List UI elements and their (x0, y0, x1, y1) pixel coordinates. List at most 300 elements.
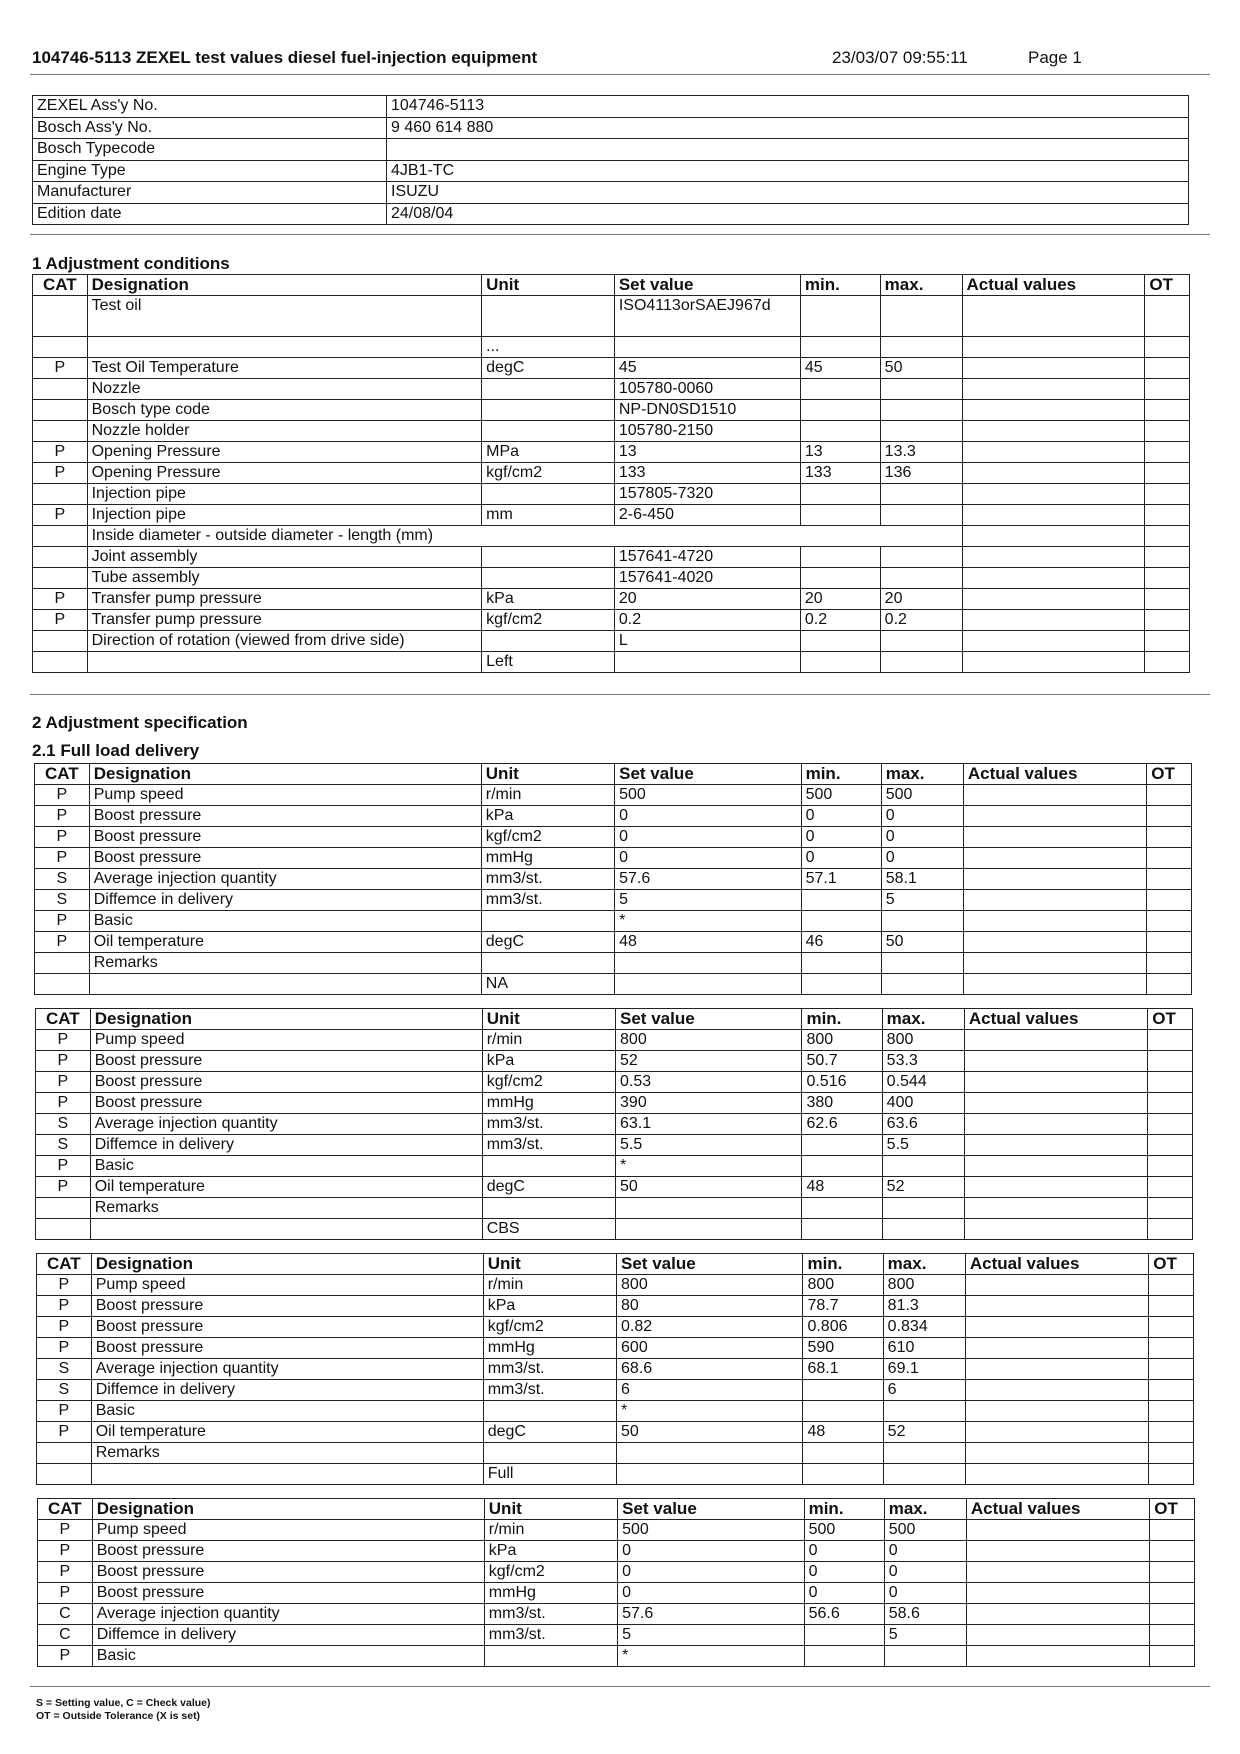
cell-cat (35, 974, 90, 995)
info-row (33, 139, 1189, 161)
cell-designation: Boost pressure (89, 848, 481, 869)
cell-designation: Injection pipe (87, 484, 482, 505)
cell-cat (33, 296, 88, 337)
cell-cat: P (36, 1051, 91, 1072)
cell-actual (964, 1072, 1147, 1093)
cell-max: 500 (881, 785, 963, 806)
assembly-info-table (32, 95, 1189, 225)
cell-max (881, 953, 963, 974)
adjustment-conditions-table (32, 274, 1190, 673)
cell-actual (965, 1317, 1148, 1338)
table-row (33, 610, 1190, 631)
table-row (37, 1359, 1194, 1380)
cell-ot (1148, 1135, 1193, 1156)
table-row (33, 631, 1190, 652)
cell-designation: Boost pressure (89, 827, 481, 848)
cell-unit: Full (483, 1464, 616, 1485)
cell-unit: kgf/cm2 (482, 610, 615, 631)
cell-cat: S (36, 1114, 91, 1135)
cell-set-value: 68.6 (617, 1359, 803, 1380)
cell-max: 136 (880, 463, 962, 484)
cell-min (802, 1135, 882, 1156)
table-row (37, 1296, 1194, 1317)
cell-designation: Boost pressure (91, 1338, 483, 1359)
cell-actual (962, 589, 1145, 610)
cell-unit (483, 1443, 616, 1464)
col-header-actual: Actual values (964, 1009, 1147, 1030)
cell-max: 58.1 (881, 869, 963, 890)
cell-set-value: 0.2 (614, 610, 800, 631)
cell-set-value: 50 (617, 1422, 803, 1443)
cell-ot (1145, 296, 1190, 337)
table-row (33, 463, 1190, 484)
cell-max: 800 (882, 1030, 964, 1051)
cell-cat (33, 547, 88, 568)
cell-set-value: 6 (617, 1380, 803, 1401)
cell-cat (33, 337, 88, 358)
cell-min: 45 (800, 358, 880, 379)
legend (36, 1697, 210, 1723)
cell-ot (1148, 1051, 1193, 1072)
cell-unit: MPa (482, 442, 615, 463)
cell-cat: P (38, 1583, 93, 1604)
cell-unit (482, 421, 615, 442)
cell-set-value: 45 (614, 358, 800, 379)
cell-max: 69.1 (883, 1359, 965, 1380)
page-header (32, 48, 1180, 74)
cell-ot (1145, 526, 1190, 547)
cell-actual (963, 827, 1146, 848)
table-row (33, 379, 1190, 400)
cell-max (880, 631, 962, 652)
info-label: ZEXEL Ass'y No. (33, 96, 387, 118)
cell-max: 400 (882, 1093, 964, 1114)
cell-set-value: 0 (615, 848, 801, 869)
cell-actual (962, 400, 1145, 421)
cell-min (800, 547, 880, 568)
cell-unit (482, 379, 615, 400)
cell-min (800, 505, 880, 526)
cell-max (880, 337, 962, 358)
cell-actual (965, 1401, 1148, 1422)
table-row (37, 1464, 1194, 1485)
cell-actual (966, 1562, 1149, 1583)
cell-cat (35, 953, 90, 974)
table-row (35, 974, 1192, 995)
column-header-row (37, 1254, 1194, 1275)
cell-designation: Oil temperature (91, 1422, 483, 1443)
cell-designation: Basic (89, 911, 481, 932)
section2-subtitle: 2.1 Full load delivery (32, 741, 200, 760)
cell-actual (963, 890, 1146, 911)
col-header-ot: OT (1147, 764, 1192, 785)
cell-set-value (614, 337, 800, 358)
section-divider (30, 694, 1210, 695)
col-header-designation: Designation (92, 1499, 484, 1520)
cell-cat: P (33, 505, 88, 526)
cell-ot (1150, 1604, 1195, 1625)
cell-unit: mm3/st. (481, 869, 614, 890)
cell-max (882, 1156, 964, 1177)
col-header-actual: Actual values (965, 1254, 1148, 1275)
info-label: Engine Type (33, 160, 387, 182)
cell-note: Inside diameter - outside diameter - length (mm) (87, 526, 962, 547)
table-row (38, 1604, 1195, 1625)
table-row (33, 526, 1190, 547)
cell-set-value: 0 (618, 1562, 804, 1583)
cell-cat: P (36, 1156, 91, 1177)
cell-min: 0 (801, 848, 881, 869)
cell-designation: Boost pressure (90, 1093, 482, 1114)
cell-ot (1149, 1338, 1194, 1359)
cell-min (800, 484, 880, 505)
col-header-ot: OT (1149, 1254, 1194, 1275)
col-header-unit: Unit (482, 1009, 615, 1030)
col-header-max: max. (880, 275, 962, 296)
cell-cat (36, 1198, 91, 1219)
cell-actual (964, 1051, 1147, 1072)
cell-max (882, 1198, 964, 1219)
info-label: Manufacturer (33, 182, 387, 204)
cell-min: 133 (800, 463, 880, 484)
cell-unit: kgf/cm2 (482, 463, 615, 484)
cell-set-value: 57.6 (618, 1604, 804, 1625)
cell-actual (963, 869, 1146, 890)
table-row (38, 1520, 1195, 1541)
cell-min (801, 974, 881, 995)
table-row (37, 1317, 1194, 1338)
table-row (35, 869, 1192, 890)
cell-unit: mm3/st. (482, 1114, 615, 1135)
cell-designation: Average injection quantity (90, 1114, 482, 1135)
cell-ot (1149, 1359, 1194, 1380)
cell-cat: P (33, 610, 88, 631)
cell-ot (1145, 442, 1190, 463)
cell-actual (964, 1177, 1147, 1198)
cell-unit: r/min (482, 1030, 615, 1051)
cell-cat: P (36, 1072, 91, 1093)
table-row (33, 568, 1190, 589)
col-header-unit: Unit (483, 1254, 616, 1275)
cell-designation: Boost pressure (92, 1562, 484, 1583)
cell-unit (482, 484, 615, 505)
cell-unit: mmHg (484, 1583, 617, 1604)
cell-cat: P (33, 463, 88, 484)
cell-actual (962, 463, 1145, 484)
col-header-unit: Unit (482, 275, 615, 296)
cell-max: 53.3 (882, 1051, 964, 1072)
cell-designation: Boost pressure (92, 1541, 484, 1562)
cell-max (883, 1464, 965, 1485)
col-header-min: min. (803, 1254, 883, 1275)
cell-cat: P (35, 932, 90, 953)
cell-cat: P (38, 1646, 93, 1667)
cell-set-value (616, 1198, 802, 1219)
cell-unit (482, 568, 615, 589)
cell-cat: P (35, 848, 90, 869)
cell-set-value: 157805-7320 (614, 484, 800, 505)
col-header-cat: CAT (33, 275, 88, 296)
cell-min: 800 (802, 1030, 882, 1051)
cell-min: 800 (803, 1275, 883, 1296)
cell-cat: S (35, 869, 90, 890)
table-row (35, 827, 1192, 848)
cell-actual (962, 631, 1145, 652)
cell-max: 0.834 (883, 1317, 965, 1338)
cell-cat: P (35, 785, 90, 806)
cell-min (800, 400, 880, 421)
cell-actual (962, 379, 1145, 400)
cell-cat: P (35, 806, 90, 827)
cell-designation: Transfer pump pressure (87, 610, 482, 631)
cell-actual (966, 1604, 1149, 1625)
cell-cat: C (38, 1604, 93, 1625)
cell-set-value: 5 (618, 1625, 804, 1646)
cell-actual (962, 442, 1145, 463)
cell-ot (1147, 974, 1192, 995)
cell-ot (1147, 848, 1192, 869)
cell-max (880, 379, 962, 400)
cell-actual (965, 1464, 1148, 1485)
cell-min: 500 (804, 1520, 884, 1541)
cell-cat: P (37, 1422, 92, 1443)
cell-designation: Average injection quantity (92, 1604, 484, 1625)
info-row (33, 96, 1189, 118)
cell-actual (962, 526, 1145, 547)
cell-set-value: 2-6-450 (614, 505, 800, 526)
cell-actual (965, 1275, 1148, 1296)
col-header-set: Set value (616, 1009, 802, 1030)
info-row (33, 182, 1189, 204)
cell-max (880, 652, 962, 673)
cell-empty (33, 526, 88, 547)
table-row (36, 1030, 1193, 1051)
cell-designation: Direction of rotation (viewed from drive side) (87, 631, 482, 652)
cell-min: 0.806 (803, 1317, 883, 1338)
cell-set-value: * (615, 911, 801, 932)
cell-designation: Boost pressure (92, 1583, 484, 1604)
cell-set-value: 133 (614, 463, 800, 484)
table-row (38, 1646, 1195, 1667)
cell-max: 50 (881, 932, 963, 953)
cell-designation: Boost pressure (91, 1317, 483, 1338)
cell-min: 20 (800, 589, 880, 610)
col-header-designation: Designation (91, 1254, 483, 1275)
info-label: Bosch Typecode (33, 139, 387, 161)
table-row (36, 1051, 1193, 1072)
cell-actual (963, 785, 1146, 806)
cell-ot (1150, 1625, 1195, 1646)
cell-set-value: 13 (614, 442, 800, 463)
cell-min (803, 1401, 883, 1422)
document-title: 104746-5113 ZEXEL test values diesel fuel-injection equipment (32, 48, 538, 67)
cell-set-value: 0 (615, 806, 801, 827)
cell-set-value: * (616, 1156, 802, 1177)
cell-actual (966, 1520, 1149, 1541)
cell-ot (1147, 890, 1192, 911)
cell-designation: Test Oil Temperature (87, 358, 482, 379)
cell-min: 68.1 (803, 1359, 883, 1380)
col-header-ot: OT (1150, 1499, 1195, 1520)
table-row (36, 1198, 1193, 1219)
col-header-min: min. (804, 1499, 884, 1520)
col-header-actual: Actual values (962, 275, 1145, 296)
cell-unit (483, 1401, 616, 1422)
cell-set-value (614, 652, 800, 673)
cell-ot (1148, 1093, 1193, 1114)
cell-designation: Pump speed (91, 1275, 483, 1296)
cell-max: 52 (883, 1422, 965, 1443)
cell-designation: Oil temperature (90, 1177, 482, 1198)
cell-max: 20 (880, 589, 962, 610)
cell-cat: P (36, 1030, 91, 1051)
table-row (33, 400, 1190, 421)
cell-unit: degC (482, 358, 615, 379)
cell-min: 0 (804, 1583, 884, 1604)
cell-unit: kgf/cm2 (483, 1317, 616, 1338)
cell-set-value: 600 (617, 1338, 803, 1359)
cell-min (803, 1380, 883, 1401)
cell-unit (482, 547, 615, 568)
cell-set-value: 52 (616, 1051, 802, 1072)
column-header-row (35, 764, 1192, 785)
cell-cat (37, 1443, 92, 1464)
cell-set-value: 48 (615, 932, 801, 953)
cell-designation: Opening Pressure (87, 463, 482, 484)
cell-designation: Boost pressure (90, 1072, 482, 1093)
cell-min: 590 (803, 1338, 883, 1359)
cell-actual (963, 848, 1146, 869)
cell-min (803, 1464, 883, 1485)
cell-min (800, 631, 880, 652)
cell-actual (964, 1114, 1147, 1135)
cell-min (802, 1219, 882, 1240)
cell-cat: P (33, 442, 88, 463)
cell-min: 0 (801, 806, 881, 827)
cell-actual (965, 1422, 1148, 1443)
cell-unit: NA (481, 974, 614, 995)
cell-designation: Boost pressure (90, 1051, 482, 1072)
cell-unit: r/min (481, 785, 614, 806)
cell-cat: P (33, 589, 88, 610)
table-row (35, 953, 1192, 974)
cell-max: 58.6 (884, 1604, 966, 1625)
cell-min (802, 1156, 882, 1177)
full-load-table-3 (36, 1253, 1194, 1485)
cell-set-value: 800 (617, 1275, 803, 1296)
cell-unit: r/min (484, 1520, 617, 1541)
cell-min: 50.7 (802, 1051, 882, 1072)
cell-min: 48 (802, 1177, 882, 1198)
cell-unit: kPa (483, 1296, 616, 1317)
col-header-max: max. (881, 764, 963, 785)
cell-set-value: 63.1 (616, 1114, 802, 1135)
table-row (36, 1114, 1193, 1135)
table-row (37, 1275, 1194, 1296)
cell-cat: P (37, 1296, 92, 1317)
cell-cat: C (38, 1625, 93, 1646)
table-row (33, 547, 1190, 568)
cell-ot (1150, 1583, 1195, 1604)
cell-unit: kgf/cm2 (484, 1562, 617, 1583)
cell-max (883, 1401, 965, 1422)
cell-cat (33, 568, 88, 589)
table-row (38, 1625, 1195, 1646)
cell-min: 56.6 (804, 1604, 884, 1625)
table-row (36, 1177, 1193, 1198)
cell-max: 0 (884, 1562, 966, 1583)
cell-unit: mm3/st. (484, 1604, 617, 1625)
cell-set-value (617, 1443, 803, 1464)
cell-max (880, 400, 962, 421)
cell-cat: P (38, 1541, 93, 1562)
info-label: Edition date (33, 203, 387, 225)
col-header-set: Set value (615, 764, 801, 785)
col-header-cat: CAT (37, 1254, 92, 1275)
cell-cat: P (35, 827, 90, 848)
table-row (33, 358, 1190, 379)
cell-max (881, 974, 963, 995)
col-header-actual: Actual values (966, 1499, 1149, 1520)
cell-min (803, 1443, 883, 1464)
cell-ot (1147, 911, 1192, 932)
cell-actual (965, 1380, 1148, 1401)
cell-min: 0 (804, 1562, 884, 1583)
cell-unit (482, 631, 615, 652)
table-row (38, 1541, 1195, 1562)
info-value: 9 460 614 880 (387, 117, 1189, 139)
cell-actual (963, 974, 1146, 995)
cell-ot (1148, 1198, 1193, 1219)
col-header-ot: OT (1145, 275, 1190, 296)
cell-min (800, 296, 880, 337)
col-header-set: Set value (617, 1254, 803, 1275)
cell-ot (1147, 953, 1192, 974)
cell-ot (1149, 1275, 1194, 1296)
cell-unit: degC (481, 932, 614, 953)
cell-designation: Basic (91, 1401, 483, 1422)
cell-ot (1149, 1380, 1194, 1401)
cell-actual (966, 1625, 1149, 1646)
cell-ot (1145, 463, 1190, 484)
section1-title: 1 Adjustment conditions (32, 254, 230, 273)
cell-max: 5 (881, 890, 963, 911)
cell-cat (37, 1464, 92, 1485)
col-header-cat: CAT (38, 1499, 93, 1520)
table-row (33, 589, 1190, 610)
cell-ot (1148, 1030, 1193, 1051)
col-header-designation: Designation (90, 1009, 482, 1030)
table-row (33, 652, 1190, 673)
cell-ot (1147, 806, 1192, 827)
cell-max: 0 (881, 848, 963, 869)
col-header-max: max. (882, 1009, 964, 1030)
col-header-set: Set value (618, 1499, 804, 1520)
cell-ot (1149, 1422, 1194, 1443)
cell-designation: Test oil (87, 296, 482, 337)
table-row (33, 484, 1190, 505)
cell-designation (91, 1464, 483, 1485)
cell-actual (962, 484, 1145, 505)
table-row (38, 1562, 1195, 1583)
cell-designation: Basic (92, 1646, 484, 1667)
cell-ot (1149, 1317, 1194, 1338)
cell-cat: P (35, 911, 90, 932)
cell-actual (966, 1646, 1149, 1667)
info-value: ISUZU (387, 182, 1189, 204)
cell-ot (1147, 785, 1192, 806)
cell-ot (1145, 484, 1190, 505)
